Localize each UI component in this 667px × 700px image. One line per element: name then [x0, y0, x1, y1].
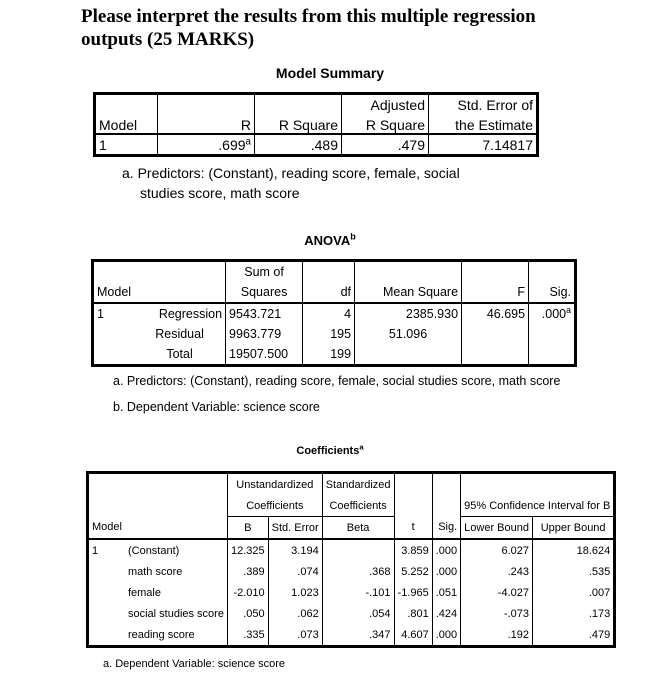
header-r-square: R Square	[255, 114, 342, 134]
cell-t: 4.607	[394, 624, 432, 647]
cell-beta	[322, 539, 394, 561]
row-label: Total	[166, 347, 193, 361]
header-df: df	[303, 282, 355, 303]
table-row	[88, 624, 615, 647]
cell-lower: -4.027	[461, 582, 533, 603]
header-lower-bound: Lower Bound	[461, 517, 533, 540]
header-mean-square: Mean Square	[355, 282, 462, 303]
table-row	[88, 539, 615, 561]
cell-b: -2.010	[227, 582, 268, 603]
cell-ss: 9963.779	[226, 324, 303, 344]
header-f: F	[462, 282, 529, 303]
cell-model: 1	[97, 307, 104, 321]
model-summary-note: a. Predictors: (Constant), reading score, female, social studies score, math score	[122, 165, 460, 201]
header-sig: Sig.	[432, 517, 460, 540]
cell-sig: .000	[432, 539, 460, 561]
row-label: Residual	[155, 327, 204, 341]
cell-ss: 19507.500	[226, 344, 303, 366]
cell-df: 4	[303, 303, 355, 324]
cell-se: 1.023	[268, 582, 322, 603]
coefficients-table	[86, 471, 616, 648]
cell-sig: .000$^a$	[529, 303, 576, 324]
header-confidence-interval: 95% Confidence Interval for B	[461, 495, 615, 517]
header-estimate: the Estimate	[429, 114, 538, 134]
table-row	[88, 603, 615, 624]
header-model: Model	[93, 282, 135, 303]
header-adjusted: Adjusted	[342, 94, 429, 115]
cell-sig: .000	[432, 624, 460, 647]
header-std-error: Std. Error of	[429, 94, 538, 115]
header-model: Model	[88, 517, 125, 540]
cell-upper: .535	[532, 561, 614, 582]
row-label: female	[127, 586, 161, 599]
model-summary-title: Model Summary	[275, 65, 385, 81]
anova-note-b: b. Dependent Variable: science score	[113, 400, 320, 414]
cell-ms: 2385.930	[355, 303, 462, 324]
header-std-coefficients: Coefficients	[322, 495, 394, 517]
anova-title: ANOVA$^b$	[304, 231, 356, 248]
cell-std-error: 7.14817	[429, 134, 538, 156]
cell-sig: .000	[432, 561, 460, 582]
cell-t: -1.965	[394, 582, 432, 603]
cell-se: .073	[268, 624, 322, 647]
cell-adj-r-square: .479	[342, 134, 429, 156]
cell-df: 195	[303, 324, 355, 344]
cell-t: .801	[394, 603, 432, 624]
header-sum-of: Sum of	[226, 261, 303, 283]
row-label: (Constant)	[127, 544, 180, 557]
header-r: R	[158, 114, 255, 134]
header-unstandardized: Unstandardized	[227, 473, 322, 496]
coefficients-note: a. Dependent Variable: science score	[103, 658, 286, 670]
header-beta: Beta	[322, 517, 394, 540]
header-t: t	[394, 517, 432, 540]
table-row	[88, 582, 615, 603]
cell-ms: 51.096	[355, 324, 462, 344]
anova-table	[91, 259, 577, 367]
header-b: B	[227, 517, 268, 540]
row-label: reading score	[127, 628, 195, 641]
header-sig: Sig.	[529, 282, 576, 303]
cell-t: 5.252	[394, 561, 432, 582]
cell-lower: 6.027	[461, 539, 533, 561]
cell-model: 1	[92, 544, 99, 557]
row-label: Regression	[158, 307, 223, 321]
cell-se: .062	[268, 603, 322, 624]
cell-r: .699$^a$	[158, 134, 255, 156]
cell-beta: -.101	[322, 582, 394, 603]
cell-ss: 9543.721	[226, 303, 303, 324]
cell-sig: .424	[432, 603, 460, 624]
cell-df: 199	[303, 344, 355, 366]
cell-se: 3.194	[268, 539, 322, 561]
row-label: social studies score	[127, 607, 224, 620]
cell-sig: .051	[432, 582, 460, 603]
cell-upper: .173	[532, 603, 614, 624]
row-label: math score	[127, 565, 183, 578]
cell-beta: .054	[322, 603, 394, 624]
cell-b: .389	[227, 561, 268, 582]
cell-f: 46.695	[462, 303, 529, 324]
cell-lower: -.073	[461, 603, 533, 624]
header-unstd-coefficients: Coefficients	[227, 495, 322, 517]
cell-b: .050	[227, 603, 268, 624]
question-heading: Please interpret the results from this multiple regression outputs (25 MARKS)	[81, 6, 536, 50]
header-std-error: Std. Error	[268, 517, 322, 540]
header-upper-bound: Upper Bound	[532, 517, 614, 540]
cell-r-square: .489	[255, 134, 342, 156]
header-squares: Squares	[226, 282, 303, 303]
cell-upper: .007	[532, 582, 614, 603]
coefficients-title: Coefficients$^a$	[296, 442, 364, 457]
cell-model: 1	[99, 136, 107, 153]
cell-b: 12.325	[227, 539, 268, 561]
model-summary-table	[93, 92, 539, 157]
cell-lower: .192	[461, 624, 533, 647]
table-row	[88, 561, 615, 582]
anova-note-a: a. Predictors: (Constant), reading score, female, social studies score, math score	[113, 374, 561, 388]
cell-t: 3.859	[394, 539, 432, 561]
cell-beta: .347	[322, 624, 394, 647]
cell-beta: .368	[322, 561, 394, 582]
cell-upper: 18.624	[532, 539, 614, 561]
cell-lower: .243	[461, 561, 533, 582]
cell-se: .074	[268, 561, 322, 582]
cell-upper: .479	[532, 624, 614, 647]
header-standardized: Standardized	[322, 473, 394, 496]
header-model: Model	[95, 114, 158, 134]
header-r-square-2: R Square	[342, 114, 429, 134]
cell-b: .335	[227, 624, 268, 647]
